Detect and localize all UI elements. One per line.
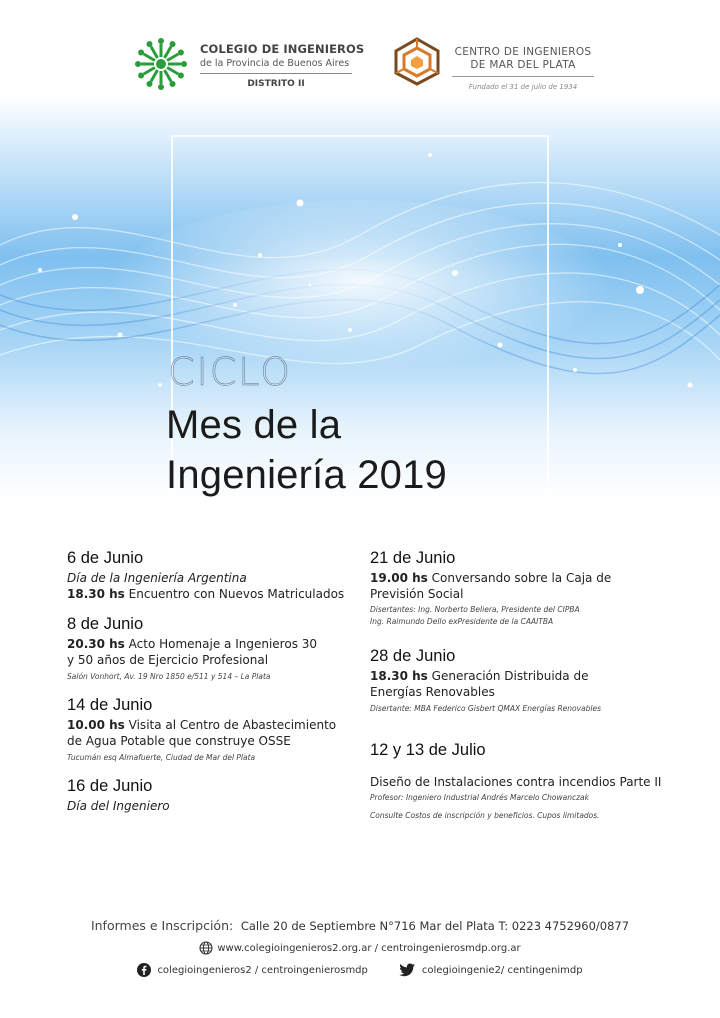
event-subtitle: Día del Ingeniero	[67, 799, 170, 813]
event-text: Conversando sobre la Caja de	[431, 571, 612, 585]
centro-block	[452, 46, 594, 91]
colegio-block	[200, 42, 365, 89]
event-text-2: y 50 años de Ejercicio Profesional	[67, 653, 269, 667]
event-line	[67, 586, 357, 602]
globe-icon	[199, 941, 213, 955]
footer-facebook-link[interactable]: colegioingenieros2 / centroingenierosmdp	[157, 964, 368, 976]
footer-contact	[0, 918, 720, 933]
page-title-line-2: Ingeniería 2019	[166, 453, 448, 497]
event-line	[370, 668, 670, 684]
event-line	[67, 636, 357, 652]
event-subtitle: Día de la Ingeniería Argentina	[67, 571, 247, 585]
footer-label: Informes e Inscripción:	[90, 918, 234, 933]
footer-social-row	[0, 963, 720, 977]
event-text: Encuentro con Nuevos Matriculados	[128, 587, 345, 601]
event-date: 28 de Junio	[370, 647, 456, 665]
twitter-icon[interactable]	[398, 963, 416, 977]
page-title-line-1: Mes de la	[166, 403, 342, 447]
event-text-2: Energías Renovables	[370, 685, 495, 699]
event-speakers-2: Ing. Raimundo Dello exPresidente de la CAAITBA	[370, 617, 554, 626]
event-date: 6 de Junio	[67, 549, 144, 567]
event-time: 18.30 hs	[370, 669, 428, 683]
event-16-junio	[67, 777, 357, 814]
centro-title-line-2: DE MAR DEL PLATA	[470, 59, 576, 72]
centro-title-line-1: CENTRO DE INGENIEROS	[454, 46, 592, 58]
event-8-junio	[67, 615, 357, 683]
colegio-district: DISTRITO II	[247, 79, 305, 89]
footer-web-link[interactable]: www.colegioingenieros2.org.ar / centroingenierosmdp.org.ar	[217, 942, 521, 954]
event-text-2: de Agua Potable que construye OSSE	[67, 734, 291, 748]
event-line	[370, 570, 670, 586]
event-28-junio	[370, 647, 670, 715]
event-text: Generación Distribuida de	[431, 669, 589, 683]
centro-founded: Fundado el 31 de julio de 1934	[468, 83, 578, 92]
footer-address: Calle 20 de Septiembre N°716 Mar del Plata T: 0223 4752960/0877	[240, 919, 630, 933]
footer	[0, 918, 720, 977]
event-speakers-1: Disertantes: Ing. Norberto Beliera, Presidente del CIPBA	[370, 605, 580, 614]
footer-twitter-link[interactable]: colegioingenie2/ centingenimdp	[421, 964, 583, 976]
ciclo-label: CICLO	[168, 350, 292, 394]
event-date: 12 y 13 de Julio	[370, 741, 486, 759]
event-6-junio	[67, 549, 357, 602]
left-events-column	[67, 549, 357, 827]
centro-logo	[392, 36, 442, 86]
right-events-column	[370, 549, 670, 835]
event-time: 18.30 hs	[67, 587, 125, 601]
event-speakers-1: Disertante: MBA Federico Gisbert QMAX Energías Renovables	[370, 704, 602, 713]
event-12-13-julio	[370, 741, 670, 822]
colegio-logo	[133, 36, 189, 92]
event-14-junio	[67, 696, 357, 764]
event-place: Salón Vonhort, Av. 19 Nro 1850 e/511 y 514 – La Plata	[67, 672, 271, 681]
event-date: 21 de Junio	[370, 549, 456, 567]
event-date: 16 de Junio	[67, 777, 153, 795]
event-time: 20.30 hs	[67, 637, 125, 651]
event-text: Visita al Centro de Abastecimiento	[128, 718, 337, 732]
event-date: 14 de Junio	[67, 696, 153, 714]
event-date: 8 de Junio	[67, 615, 144, 633]
event-note: Consulte Costos de inscripción y beneficios. Cupos limitados.	[370, 811, 600, 820]
page-title	[166, 400, 447, 500]
event-text: Diseño de Instalaciones contra incendios Parte II	[370, 775, 662, 789]
colegio-subtitle: de la Provincia de Buenos Aires	[200, 58, 352, 74]
event-text-2: Previsión Social	[370, 587, 464, 601]
facebook-icon[interactable]	[137, 963, 151, 977]
event-place: Tucumán esq Almafuerte, Ciudad de Mar del Plata	[67, 753, 256, 762]
event-line	[67, 717, 357, 733]
event-time: 19.00 hs	[370, 571, 428, 585]
event-time: 10.00 hs	[67, 718, 125, 732]
header	[0, 0, 720, 110]
event-text: Acto Homenaje a Ingenieros 30	[128, 637, 318, 651]
centro-title	[452, 46, 594, 77]
event-speakers-1: Profesor: Ingeniero Industrial Andrés Marcelo Chowanczak	[370, 793, 589, 802]
event-21-junio	[370, 549, 670, 627]
colegio-title: COLEGIO DE INGENIEROS	[200, 42, 365, 56]
footer-web-row	[0, 941, 720, 955]
